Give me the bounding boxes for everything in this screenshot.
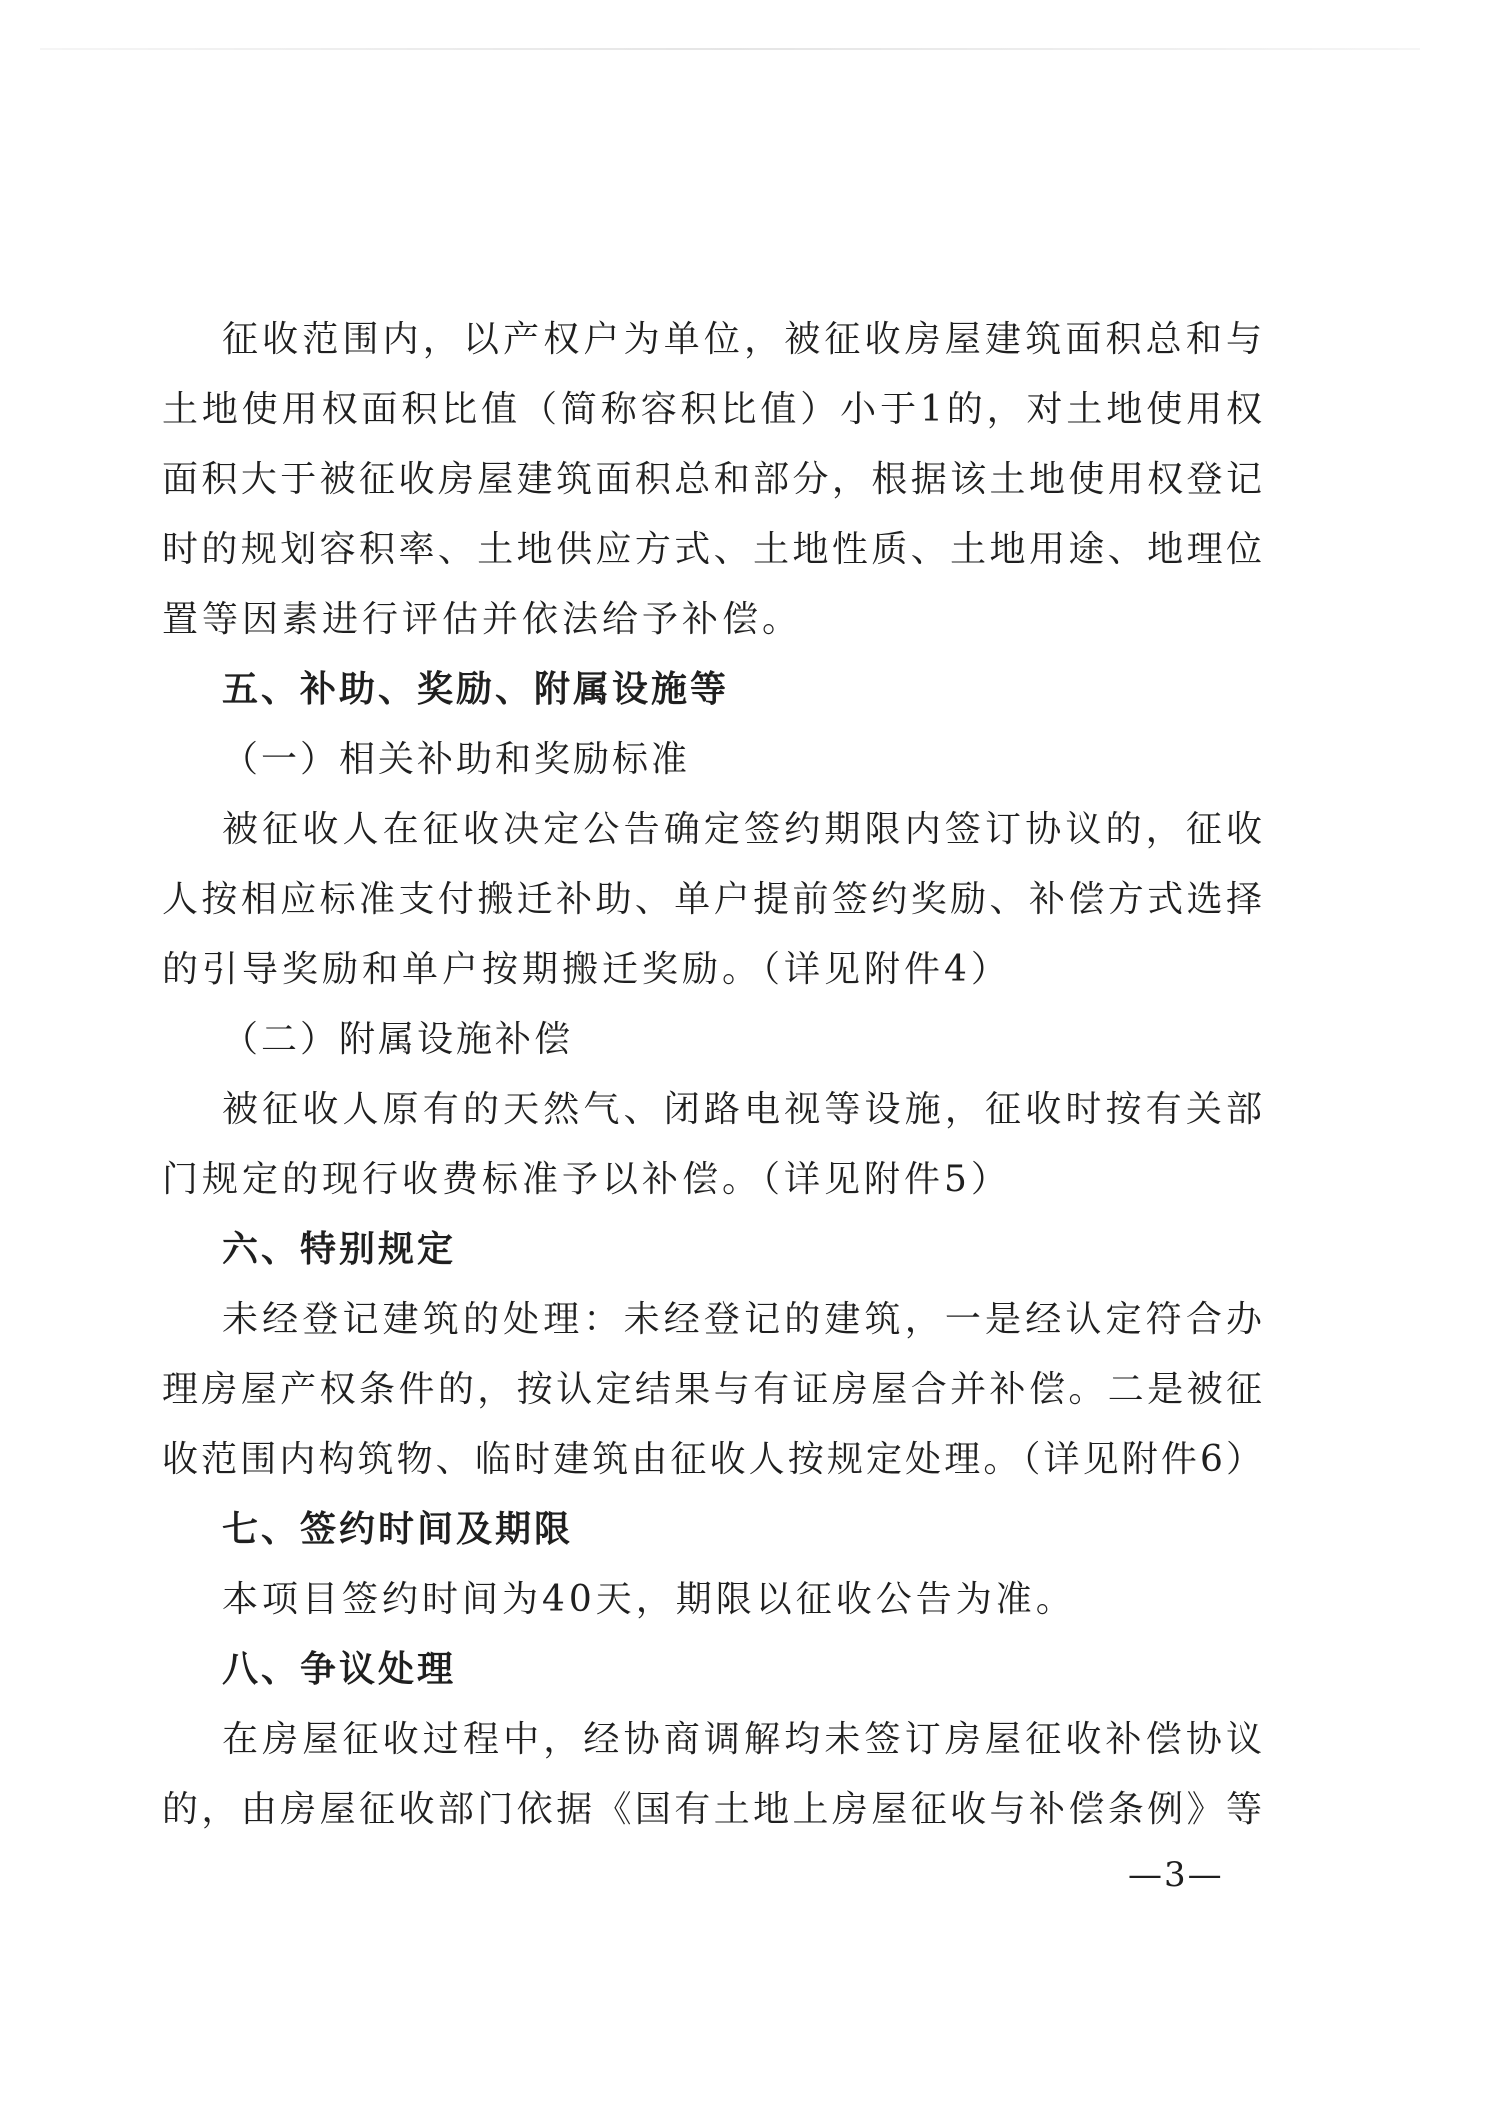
section-heading: 五、补助、奖励、附属设施等 bbox=[222, 669, 730, 710]
paragraph-line: 在房屋征收过程中，经协商调解均未签订房屋征收补偿协议 bbox=[222, 1719, 1262, 1760]
paragraph-line: 征收范围内，以产权户为单位，被征收房屋建筑面积总和与 bbox=[222, 319, 1262, 360]
paragraph-line: 的，由房屋征收部门依据《国有土地上房屋征收与补偿条例》等 bbox=[162, 1789, 1262, 1830]
paragraph-line: 人按相应标准支付搬迁补助、单户提前签约奖励、补偿方式选择 bbox=[162, 879, 1262, 920]
paragraph-line: 理房屋产权条件的，按认定结果与有证房屋合并补偿。二是被征 bbox=[162, 1369, 1262, 1410]
scan-top-edge bbox=[40, 48, 1420, 50]
paragraph-line: 土地使用权面积比值（简称容积比值）小于1的，对土地使用权 bbox=[162, 389, 1262, 430]
subsection-heading: （二）附属设施补偿 bbox=[222, 1019, 574, 1060]
section-heading: 六、特别规定 bbox=[222, 1229, 457, 1270]
paragraph-line: 置等因素进行评估并依法给予补偿。 bbox=[162, 599, 803, 640]
paragraph-line: 未经登记建筑的处理：未经登记的建筑，一是经认定符合办 bbox=[222, 1299, 1262, 1340]
paragraph-line: 的引导奖励和单户按期搬迁奖励。（详见附件4） bbox=[162, 949, 1011, 990]
paragraph-line: 收范围内构筑物、临时建筑由征收人按规定处理。（详见附件6） bbox=[162, 1439, 1262, 1480]
paragraph-line: 时的规划容积率、土地供应方式、土地性质、土地用途、地理位 bbox=[162, 529, 1262, 570]
page-number: —3— bbox=[1128, 1855, 1224, 1895]
paragraph-line: 被征收人在征收决定公告确定签约期限内签订协议的，征收 bbox=[222, 809, 1262, 850]
paragraph-line: 被征收人原有的天然气、闭路电视等设施，征收时按有关部 bbox=[222, 1089, 1262, 1130]
subsection-heading: （一）相关补助和奖励标准 bbox=[222, 739, 691, 780]
paragraph-line: 门规定的现行收费标准予以补偿。（详见附件5） bbox=[162, 1159, 1011, 1200]
section-heading: 八、争议处理 bbox=[222, 1649, 457, 1690]
section-heading: 七、签约时间及期限 bbox=[222, 1509, 574, 1550]
paragraph-line: 本项目签约时间为40天，期限以征收公告为准。 bbox=[222, 1579, 1076, 1620]
paragraph-line: 面积大于被征收房屋建筑面积总和部分，根据该土地使用权登记 bbox=[162, 459, 1262, 500]
